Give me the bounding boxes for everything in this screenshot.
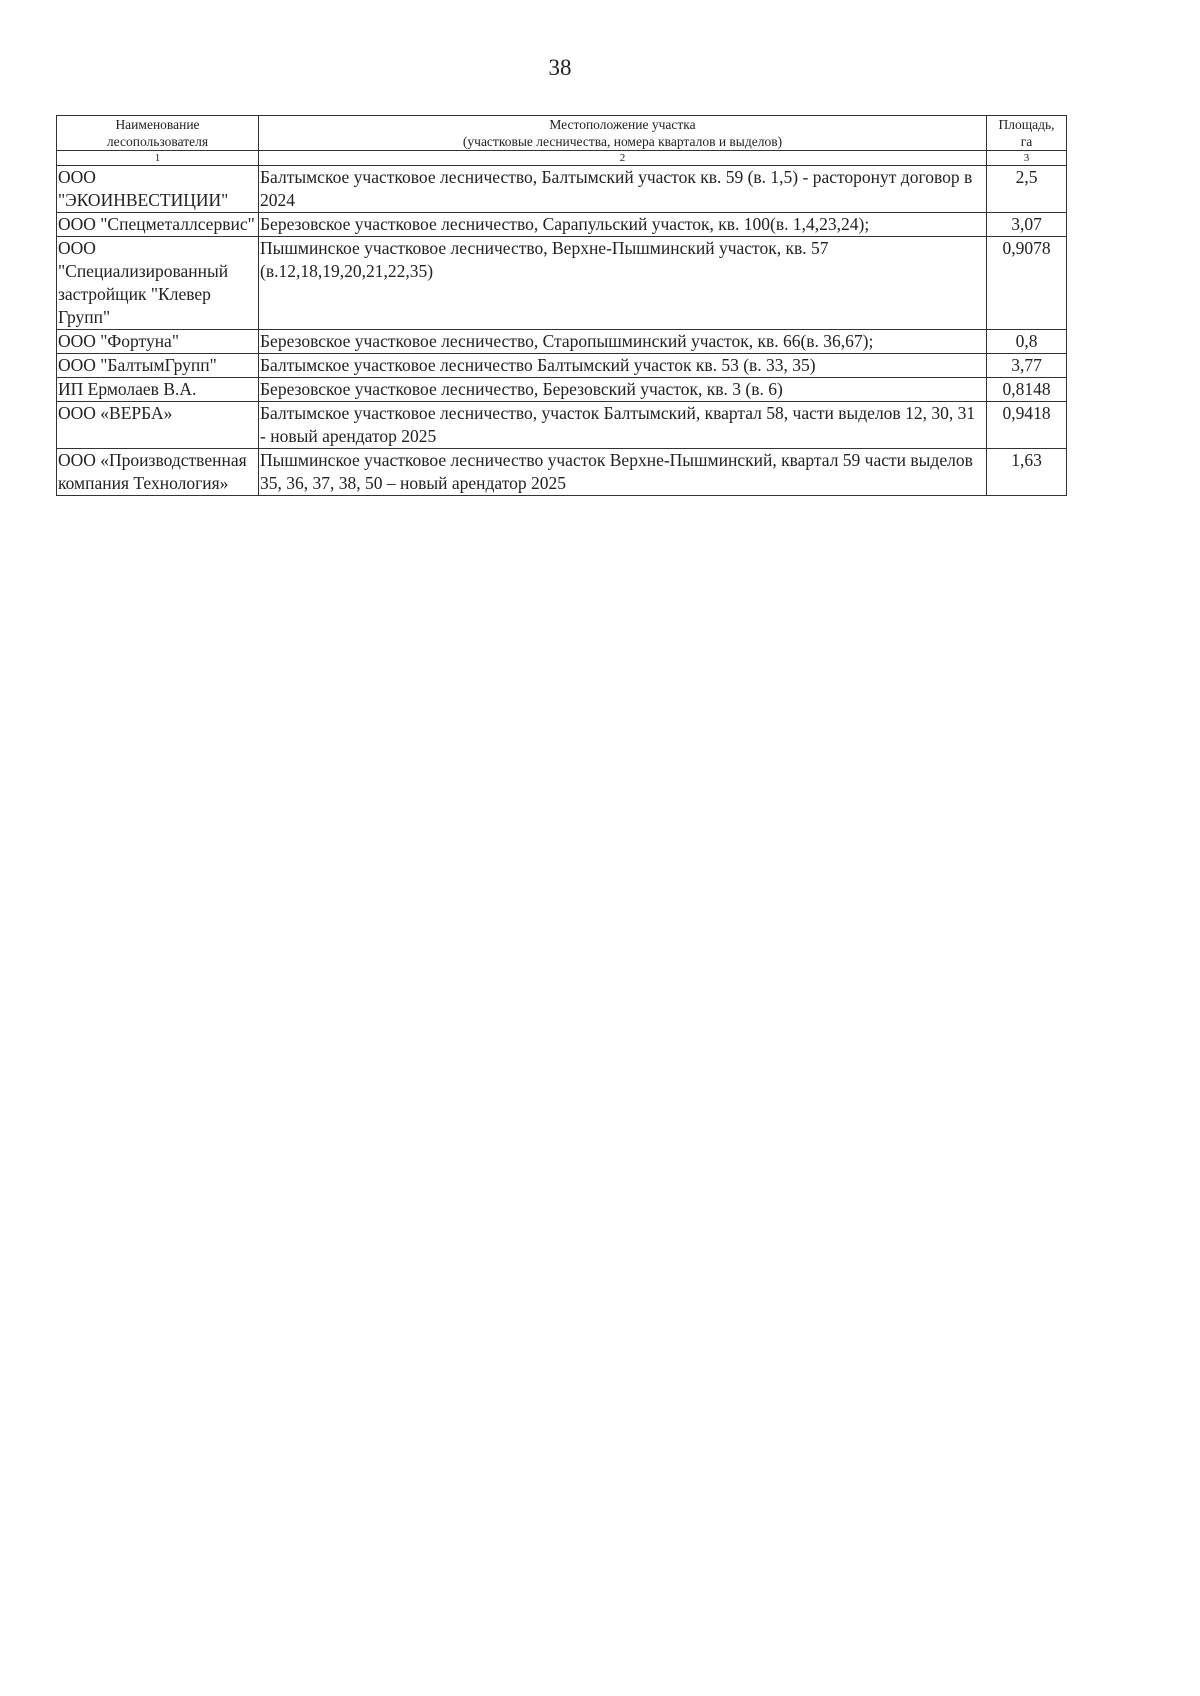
header-area: Площадь, га — [987, 116, 1067, 151]
plot-location: Балтымское участковое лесничество, участок Балтымский, квартал 58, части выделов 12, 30, 31 - новый арендатор 2025 — [259, 402, 987, 449]
user-name: ООО "Специализированный застройщик "Клевер Групп" — [57, 237, 259, 330]
user-name: ООО "Фортуна" — [57, 330, 259, 354]
table-row — [57, 330, 1067, 354]
plot-area: 0,9418 — [987, 402, 1067, 449]
plot-area: 0,8 — [987, 330, 1067, 354]
plot-area: 3,77 — [987, 354, 1067, 378]
plot-area: 0,9078 — [987, 237, 1067, 330]
user-name: ООО "БалтымГрупп" — [57, 354, 259, 378]
forest-users-table — [56, 115, 1067, 496]
header-name: Наименование лесопользователя — [57, 116, 259, 151]
column-number: 2 — [259, 151, 987, 166]
plot-area: 1,63 — [987, 449, 1067, 496]
plot-location: Балтымское участковое лесничество Балтымский участок кв. 53 (в. 33, 35) — [259, 354, 987, 378]
plot-location: Пышминское участковое лесничество, Верхне-Пышминский участок, кв. 57 (в.12,18,19,20,21,22,35) — [259, 237, 987, 330]
table-row — [57, 449, 1067, 496]
header-location: Местоположение участка (участковые лесничества, номера кварталов и выделов) — [259, 116, 987, 151]
column-number: 3 — [987, 151, 1067, 166]
plot-location: Березовское участковое лесничество, Старопышминский участок, кв. 66(в. 36,67); — [259, 330, 987, 354]
table-row — [57, 213, 1067, 237]
user-name: ООО "Спецметаллсервис" — [57, 213, 259, 237]
plot-location: Березовское участковое лесничество, Сарапульский участок, кв. 100(в. 1,4,23,24); — [259, 213, 987, 237]
plot-location: Пышминское участковое лесничество участок Верхне-Пышминский, квартал 59 части выделов 35, 36, 37, 38, 50 – новый арендатор 2025 — [259, 449, 987, 496]
table-header-row — [57, 116, 1067, 151]
column-number: 1 — [57, 151, 259, 166]
table-row — [57, 402, 1067, 449]
plot-area: 3,07 — [987, 213, 1067, 237]
column-number-row — [57, 151, 1067, 166]
user-name: ООО «Производственная компания Технология» — [57, 449, 259, 496]
user-name: ООО «ВЕРБА» — [57, 402, 259, 449]
table-row — [57, 378, 1067, 402]
plot-area: 0,8148 — [987, 378, 1067, 402]
plot-location: Березовское участковое лесничество, Березовский участок, кв. 3 (в. 6) — [259, 378, 987, 402]
user-name: ООО "ЭКОИНВЕСТИЦИИ" — [57, 166, 259, 213]
plot-area: 2,5 — [987, 166, 1067, 213]
user-name: ИП Ермолаев В.А. — [57, 378, 259, 402]
table-row — [57, 237, 1067, 330]
table-row — [57, 166, 1067, 213]
table-row — [57, 354, 1067, 378]
page-number: 38 — [548, 55, 572, 80]
plot-location: Балтымское участковое лесничество, Балтымский участок кв. 59 (в. 1,5) - расторонут договор в 2024 — [259, 166, 987, 213]
